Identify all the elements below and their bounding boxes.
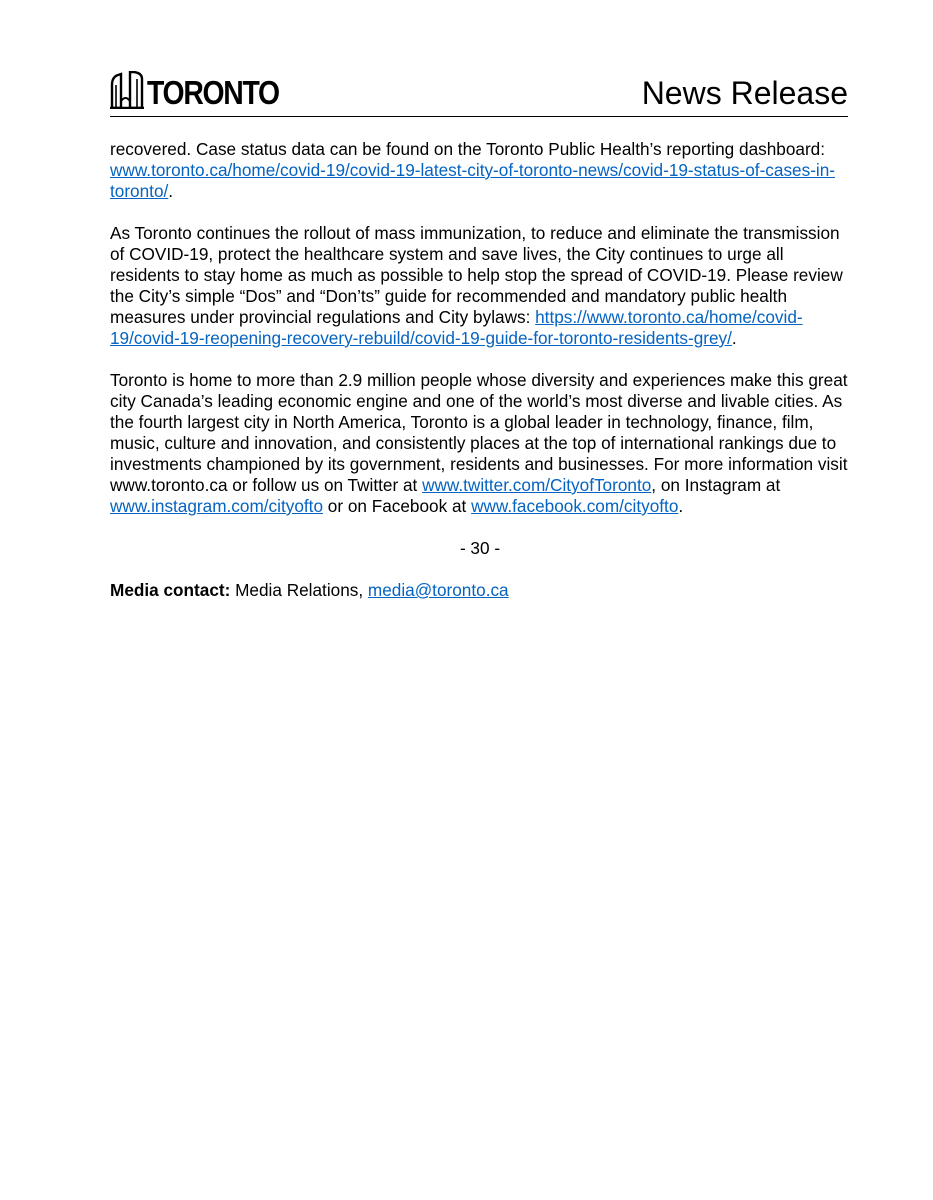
release-body <box>110 139 850 622</box>
paragraph-end: . <box>678 496 684 516</box>
paragraph-end: . <box>168 181 174 201</box>
paragraph-immunization <box>110 223 850 349</box>
page-header <box>110 64 848 117</box>
media-email-link[interactable]: media@toronto.ca <box>367 580 509 600</box>
paragraph-text: As Toronto continues the rollout of mass immunization, to reduce and eliminate the transmission of COVID-19, protect the healthcare system and save lives, the City continues to urge all residents to stay home as much as possible to help stop the spread of COVID-19. Please review the City’s simple “Dos” and “Don’ts” guide for recommended and mandatory public health measures under provincial regulations and City bylaws: <box>110 223 843 327</box>
instagram-link[interactable]: www.instagram.com/cityofto <box>110 496 323 516</box>
document-type-title: News Release <box>641 75 848 111</box>
twitter-link[interactable]: www.twitter.com/CityofToronto <box>422 475 652 495</box>
paragraph-text: Toronto is home to more than 2.9 million people whose diversity and experiences make this great city Canada’s leading economic engine and one of the world’s most diverse and livable cities. As the fourth largest city in North America, Toronto is a global leader in technology, finance, film, music, culture and innovation, and consistently places at the top of international rankings due to investments championed by its government, residents and businesses. For more information visit www.toronto.ca or follow us on Twitter at <box>110 370 848 495</box>
paragraph-text: recovered. Case status data can be found on the Toronto Public Health’s reporting dashboard: <box>110 139 826 159</box>
logo-wordmark: TORONTO <box>147 74 279 111</box>
closing-mark: - 30 - <box>459 538 501 558</box>
paragraph-about-toronto <box>110 370 850 517</box>
toronto-logo <box>110 67 300 109</box>
facebook-prefix: or on Facebook at <box>323 496 472 516</box>
media-contact-text: Media Relations, <box>230 580 368 600</box>
instagram-prefix: , on Instagram at <box>651 475 781 495</box>
facebook-link[interactable]: www.facebook.com/cityofto <box>471 496 679 516</box>
city-hall-towers-icon <box>110 71 144 109</box>
media-contact <box>110 580 850 601</box>
paragraph-end: . <box>731 328 737 348</box>
residents-guide-link[interactable]: https://www.toronto.ca/home/covid-19/covid-19-reopening-recovery-rebuild/covid-19-guide-for-toronto-residents-grey/ <box>110 307 803 348</box>
case-status-link[interactable]: www.toronto.ca/home/covid-19/covid-19-latest-city-of-toronto-news/covid-19-status-of-cases-in-toronto/ <box>110 160 836 201</box>
media-contact-label: Media contact: <box>110 580 231 600</box>
paragraph-case-status <box>110 139 850 202</box>
